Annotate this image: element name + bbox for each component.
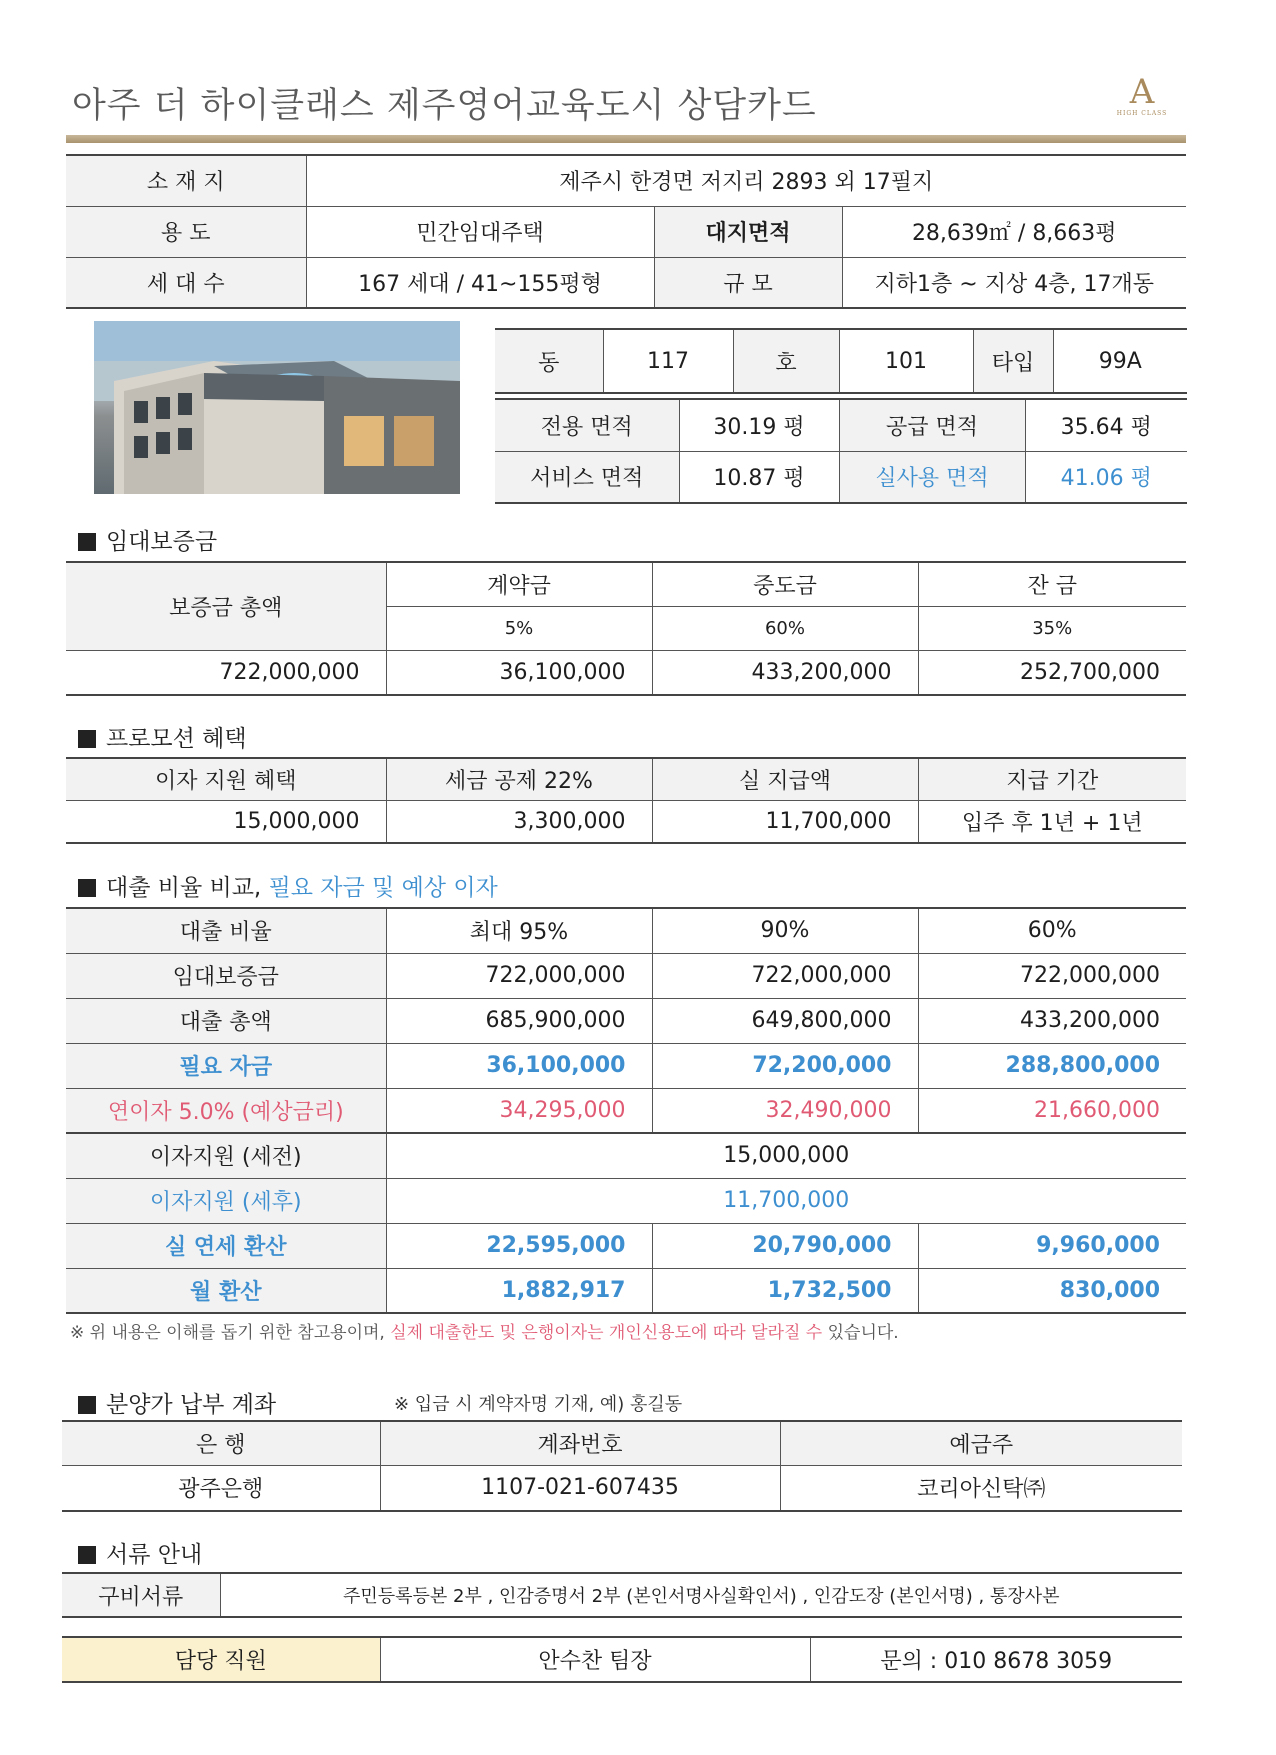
monthly-rent-value: 830,000 [918, 1268, 1186, 1313]
dong-value: 117 [603, 329, 733, 393]
loan-cell: 722,000,000 [386, 953, 652, 998]
loan-row-label: 대출 총액 [66, 998, 386, 1043]
use-label: 용 도 [66, 206, 306, 257]
account-holder: 코리아신탁㈜ [780, 1465, 1182, 1511]
deposit-col-pct: 5% [386, 606, 652, 650]
account-number: 1107-021-607435 [380, 1465, 780, 1511]
documents-section-title [78, 1536, 202, 1569]
staff-label: 담당 직원 [62, 1637, 380, 1682]
loan-cell: 722,000,000 [652, 953, 918, 998]
promotion-table [66, 757, 1186, 844]
annual-rent-value: 9,960,000 [918, 1223, 1186, 1268]
staff-contact: 문의 : 010 8678 3059 [810, 1637, 1182, 1682]
loan-cell: 288,800,000 [918, 1043, 1186, 1088]
loan-cell: 21,660,000 [918, 1088, 1186, 1133]
bullet-square-icon [78, 1546, 96, 1564]
bank-name: 광주은행 [62, 1465, 380, 1511]
promotion-header: 이자 지원 혜택 [66, 758, 386, 800]
ho-label: 호 [733, 329, 839, 393]
account-header: 예금주 [780, 1421, 1182, 1465]
account-header: 계좌번호 [380, 1421, 780, 1465]
page-title: 아주 더 하이클래스 제주영어교육도시 상담카드 [72, 86, 817, 126]
account-section-title [78, 1386, 276, 1419]
header-divider [66, 135, 1186, 143]
interest-support-post-value: 11,700,000 [386, 1178, 1186, 1223]
scale-value: 지하1층 ~ 지상 4층, 17개동 [842, 257, 1186, 308]
bullet-square-icon [78, 730, 96, 748]
deposit-col-pct: 35% [918, 606, 1186, 650]
deposit-total-value: 722,000,000 [66, 650, 386, 695]
unit-table [495, 328, 1187, 394]
supply-area-value: 35.64 평 [1025, 399, 1187, 451]
loan-title-text: 대출 비율 비교, [106, 875, 262, 901]
supply-area-label: 공급 면적 [839, 399, 1025, 451]
promotion-section-title [78, 720, 247, 753]
promotion-header: 실 지급액 [652, 758, 918, 800]
deposit-col-label: 잔 금 [918, 562, 1186, 606]
loan-row-label: 필요 자금 [66, 1043, 386, 1088]
area-table [495, 398, 1187, 504]
deposit-col-label: 계약금 [386, 562, 652, 606]
promotion-value: 3,300,000 [386, 800, 652, 843]
loan-cell: 90% [652, 908, 918, 953]
annual-rent-label: 실 연세 환산 [66, 1223, 386, 1268]
documents-title-text: 서류 안내 [106, 1542, 203, 1568]
actual-area-value: 41.06 평 [1025, 451, 1187, 503]
deposit-title-text: 임대보증금 [106, 529, 218, 555]
land-area-value: 28,639㎡ / 8,663평 [842, 206, 1186, 257]
account-table [62, 1420, 1182, 1512]
deposit-col-amount: 433,200,000 [652, 650, 918, 695]
dong-label: 동 [495, 329, 603, 393]
loan-title-highlight: 필요 자금 및 예상 이자 [268, 875, 498, 901]
loan-cell: 최대 95% [386, 908, 652, 953]
brand-logo [1112, 74, 1172, 124]
monthly-rent-value: 1,882,917 [386, 1268, 652, 1313]
loan-table [66, 907, 1186, 1314]
loan-cell: 34,295,000 [386, 1088, 652, 1133]
promotion-header: 지급 기간 [918, 758, 1186, 800]
property-table [66, 154, 1186, 309]
deposit-col-pct: 60% [652, 606, 918, 650]
deposit-col-amount: 252,700,000 [918, 650, 1186, 695]
land-area-label: 대지면적 [654, 206, 842, 257]
documents-table [62, 1572, 1182, 1618]
loan-row-label: 임대보증금 [66, 953, 386, 998]
exclusive-area-value: 30.19 평 [679, 399, 839, 451]
deposit-total-label: 보증금 총액 [66, 562, 386, 650]
bullet-square-icon [78, 1396, 96, 1414]
location-value: 제주시 한경면 저지리 2893 외 17필지 [306, 155, 1186, 206]
logo-text: HIGH CLASS [1116, 110, 1168, 117]
annual-rent-value: 22,595,000 [386, 1223, 652, 1268]
ho-value: 101 [839, 329, 973, 393]
promotion-value: 입주 후 1년 + 1년 [918, 800, 1186, 843]
promotion-value: 15,000,000 [66, 800, 386, 843]
use-value: 민간임대주택 [306, 206, 654, 257]
loan-cell: 649,800,000 [652, 998, 918, 1043]
bullet-square-icon [78, 533, 96, 551]
building-photo [94, 321, 460, 494]
loan-section-title [78, 869, 498, 902]
documents-value: 주민등록등본 2부 , 인감증명서 2부 (본인서명사실확인서) , 인감도장 (본인서명) , 통장사본 [220, 1573, 1182, 1617]
location-label: 소 재 지 [66, 155, 306, 206]
type-label: 타입 [973, 329, 1053, 393]
account-title-text: 분양가 납부 계좌 [106, 1392, 277, 1418]
exclusive-area-label: 전용 면적 [495, 399, 679, 451]
monthly-rent-label: 월 환산 [66, 1268, 386, 1313]
promotion-title-text: 프로모션 혜택 [106, 726, 247, 752]
staff-name: 안수찬 팀장 [380, 1637, 810, 1682]
disclaimer-prefix: ※ 위 내용은 이해를 돕기 위한 참고용이며, [70, 1323, 385, 1343]
documents-label: 구비서류 [62, 1573, 220, 1617]
loan-cell: 32,490,000 [652, 1088, 918, 1133]
promotion-header: 세금 공제 22% [386, 758, 652, 800]
deposit-section-title [78, 523, 217, 556]
interest-support-post-label: 이자지원 (세후) [66, 1178, 386, 1223]
disclaimer-highlight: 실제 대출한도 및 은행이자는 개인신용도에 따라 달라질 수 [390, 1323, 823, 1343]
building-illustration [94, 321, 460, 494]
actual-area-label: 실사용 면적 [839, 451, 1025, 503]
promotion-value: 11,700,000 [652, 800, 918, 843]
scale-label: 규 모 [654, 257, 842, 308]
loan-cell: 433,200,000 [918, 998, 1186, 1043]
disclaimer-note [70, 1318, 899, 1343]
service-area-value: 10.87 평 [679, 451, 839, 503]
loan-cell: 60% [918, 908, 1186, 953]
staff-table [62, 1636, 1182, 1683]
deposit-table [66, 561, 1186, 696]
loan-cell: 722,000,000 [918, 953, 1186, 998]
logo-mark: A [1129, 72, 1155, 112]
households-value: 167 세대 / 41~155평형 [306, 257, 654, 308]
disclaimer-suffix: 있습니다. [827, 1323, 899, 1343]
loan-cell: 685,900,000 [386, 998, 652, 1043]
annual-rent-value: 20,790,000 [652, 1223, 918, 1268]
service-area-label: 서비스 면적 [495, 451, 679, 503]
monthly-rent-value: 1,732,500 [652, 1268, 918, 1313]
bullet-square-icon [78, 879, 96, 897]
loan-row-label: 대출 비율 [66, 908, 386, 953]
type-value: 99A [1053, 329, 1187, 393]
interest-support-pre-value: 15,000,000 [386, 1133, 1186, 1178]
deposit-col-label: 중도금 [652, 562, 918, 606]
loan-row-label: 연이자 5.0% (예상금리) [66, 1088, 386, 1133]
loan-cell: 72,200,000 [652, 1043, 918, 1088]
interest-support-pre-label: 이자지원 (세전) [66, 1133, 386, 1178]
households-label: 세 대 수 [66, 257, 306, 308]
deposit-col-amount: 36,100,000 [386, 650, 652, 695]
loan-cell: 36,100,000 [386, 1043, 652, 1088]
account-header: 은 행 [62, 1421, 380, 1465]
account-note: ※ 입금 시 계약자명 기재, 예) 홍길동 [394, 1394, 683, 1415]
